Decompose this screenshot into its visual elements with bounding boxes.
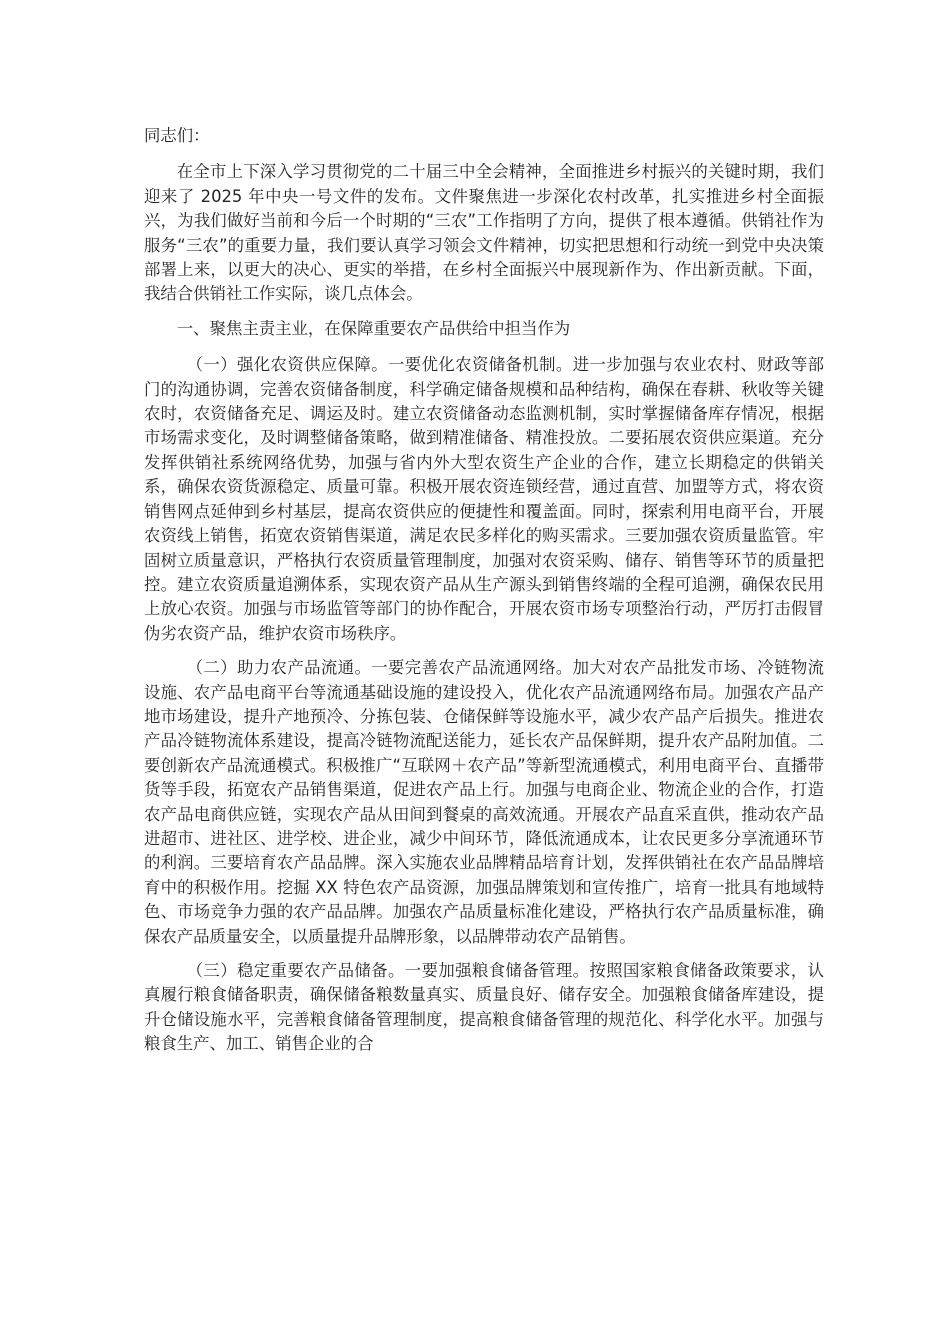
intro-paragraph: 在全市上下深入学习贯彻党的二十届三中全会精神，全面推进乡村振兴的关键时期，我们迎来了 2025 年中央一号文件的发布。文件聚焦进一步深化农村改革，扎实推进乡村全面振兴，为我们做好当前和今后一个时期的“三农”工作指明了方向，提供了根本遵循。供销社作为服务“三农”的重要力量，我们要认真学习领会文件精神，切实把思想和行动统一到党中央决策部署上来，以更大的决心、更实的举措，在乡村全面振兴中展现新作为、作出新贡献。下面，我结合供销社工作实际，谈几点体会。 bbox=[144, 162, 824, 304]
document-body bbox=[144, 124, 824, 1067]
section-heading: 一、聚焦主责主业，在保障重要农产品供给中担当作为 bbox=[176, 318, 571, 338]
paragraph-1: （一）强化农资供应保障。一要优化农资储备机制。进一步加强与农业农村、财政等部门的沟通协调，完善农资储备制度，科学确定储备规模和品种结构，确保在春耕、秋收等关键农时，农资储备充足、调运及时。建立农资储备动态监测机制，实时掌握储备库存情况，根据市场需求变化，及时调整储备策略，做到精准储备、精准投放。二要拓展农资供应渠道。充分发挥供销社系统网络优势，加强与省内外大型农资生产企业的合作，建立长期稳定的供销关系，确保农资货源稳定、质量可靠。积极开展农资连锁经营，通过直营、加盟等方式，将农资销售网点延伸到乡村基层，提高农资供应的便捷性和覆盖面。同时，探索利用电商平台，开展农资线上销售，拓宽农资销售渠道，满足农民多样化的购买需求。三要加强农资质量监管。牢固树立质量意识，严格执行农资质量管理制度，加强对农资采购、储存、销售等环节的质量把控。建立农资质量追溯体系，实现农资产品从生产源头到销售终端的全程可追溯，确保农民用上放心农资。加强与市场监管等部门的协作配合，开展农资市场专项整治行动，严厉打击假冒伪劣农资产品，维护农资市场秩序。 bbox=[144, 355, 824, 643]
paragraph-3: （三）稳定重要农产品储备。一要加强粮食储备管理。按照国家粮食储备政策要求，认真履行粮食储备职责，确保储备粮数量真实、质量良好、储存安全。加强粮食储备库建设，提升仓储设施水平，完善粮食储备管理制度，提高粮食储备管理的规范化、科学化水平。加强与粮食生产、加工、销售企业的合 bbox=[144, 961, 824, 1054]
salutation: 同志们： bbox=[144, 126, 210, 145]
paragraph-2: （二）助力农产品流通。一要完善农产品流通网络。加大对农产品批发市场、冷链物流设施、农产品电商平台等流通基础设施的建设投入，优化农产品流通网络布局。加强农产品产地市场建设，提升产地预冷、分拣包装、仓储保鲜等设施水平，减少农产品产后损失。推进农产品冷链物流体系建设，提高冷链物流配送能力，延长农产品保鲜期，提升农产品附加值。二要创新农产品流通模式。积极推广“互联网＋农产品”等新型流通模式，利用电商平台、直播带货等手段，拓宽农产品销售渠道，促进农产品上行。加强与电商企业、物流企业的合作，打造农产品电商供应链，实现农产品从田间到餐桌的高效流通。开展农产品直采直供，推动农产品进超市、进社区、进学校、进企业，减少中间环节，降低流通成本，让农民更多分享流通环节的利润。三要培育农产品品牌。深入实施农业品牌精品培育计划，发挥供销社在农产品品牌培育中的积极作用。挖掘 XX 特色农产品资源，加强品牌策划和宣传推广，培育一批具有地域特色、市场竞争力强的农产品品牌。加强农产品质量标准化建设，严格执行农产品质量标准，确保农产品质量安全，以质量提升品牌形象，以品牌带动农产品销售。 bbox=[144, 658, 824, 946]
